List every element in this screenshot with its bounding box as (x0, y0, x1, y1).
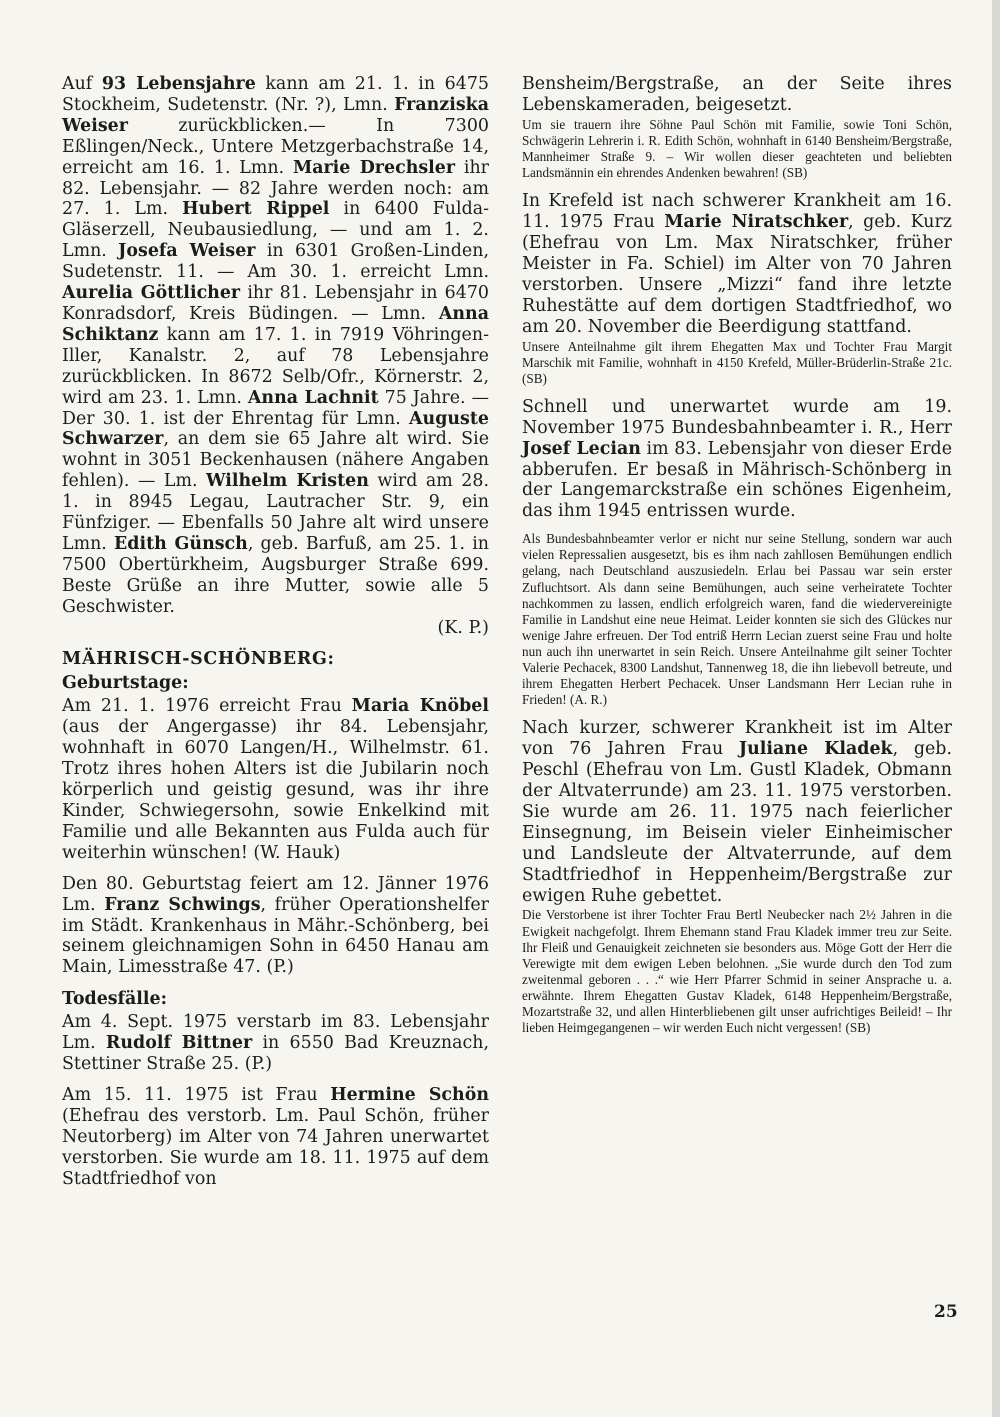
text-run: Am 15. 11. 1975 ist Frau (62, 1084, 331, 1105)
text-run: in 6301 Großen-Linden, Sudetenstr. 11. — Am 30. 1. erreicht Lmn. (62, 241, 490, 283)
text-run: , früher Operationshelfer im Städt. Krankenhaus in Mähr.-Schönberg, bei seinem gleichnamigen Sohn in 6450 Hanau am Main, Limesstraße 47. (P.) (62, 894, 489, 978)
signature-kp: (K. P.) (437, 617, 489, 638)
left-column (62, 74, 489, 1200)
name-highlight: Juliane Kladek (738, 739, 893, 760)
text-run: kann am 17. 1. in 7919 Vöhringen-Iller, Kanalstr. 2, auf 78 Lebensjahre zurückblicken. In 8672 Selb/Ofr., Körnerstr. 2, wird am 23. 1. Lmn. (62, 324, 489, 408)
name-highlight: Marie Niratschker (664, 212, 849, 233)
text-run: (aus der Angergasse) ihr 84. Lebensjahr, wohnhaft in 6070 Langen/H., Wilhelmstr. 61. Trotz ihres hohen Alters ist die Jubilarin noch körperlich und geistig gesund, was ihr ihre Kinder, Schwiegersohn, sowie Enkelkind mit Familie und alle Bekannten aus Fulda auch für weiterhin wünschen! (W. Hauk) (62, 717, 489, 863)
text-run: , an dem sie 65 Jahre alt wird. Sie wohnt in 3051 Beckenhausen (nähere Angaben fehlen). — Lm. (62, 429, 489, 492)
text-run: Den 80. Geburtstag feiert am 12. Jänner 1976 Lm. (62, 873, 489, 915)
note-lecian: Als Bundesbahnbeamter verlor er nicht nur seine Stellung, sondern war auch vielen Repressalien ausgesetzt, bis es ihm nach zahllosen Bemühungen endlich gelang, nach Deutschland auszusiedeln. Erlau bei Passau war sein erster Zufluchtsort. Als dann seine Bemühungen, auch seine verheiratete Tochter nachkommen zu lassen, endlich erfolgreich waren, fand die wiedervereinigte Familie in Landshut eine neue Heimat. Leider konnten sie sich des Glückes nur wenige Jahre erfreuen. Der Tod entriß Herrn Lecian zuerst seine Frau und holte nun auch ihn unerwartet in sein Reich. Unsere Anteilnahme gilt seiner Tochter Valerie Pechacek, 8300 Landshut, Tannenweg 18, die ihn liebevoll betreute, und ihrem Ehegatten Herbert Pechacek. Unser Landsmann Herr Lecian ruhe in Frieden! (A. R.) (522, 531, 952, 708)
name-highlight: Josefa Weiser (118, 241, 256, 262)
section-heading: MÄHRISCH-SCHÖNBERG: (62, 649, 335, 670)
right-column (522, 74, 952, 1046)
text-run: Am 4. Sept. 1975 verstarb im 83. Lebensjahr Lm. (62, 1012, 489, 1054)
text-run: wird am 28. 1. in 8945 Legau, Lautracher Str. 9, ein Fünfziger. — Ebenfalls 50 Jahre alt wird unsere Lmn. (62, 471, 490, 554)
text-run: , geb. Kurz (Ehefrau von Lm. Max Niratschker, früher Meister in Fa. Schiel) im Alter von 70 Jahren verstorben. Unsere „Mizzi“ fand ihre letzte Ruhestätte auf dem dortigen Stadtfriedhof, wo am 20. November die Beerdigung stattfand. (522, 212, 952, 337)
name-highlight: Wilhelm Kristen (206, 471, 369, 492)
name-highlight: Maria Knöbel (351, 696, 489, 717)
text-run: ihr 82. Lebensjahr. — 82 Jahre werden noch: am 27. 1. Lm. (62, 157, 489, 220)
text-run: zurückblicken.— In 7300 Eßlingen/Neck., Untere Metzgerbachstraße 14, erreicht am 16. 1. Lmn. (62, 115, 489, 178)
text-run: ihr 81. Lebensjahr in 6470 Konradsdorf, Kreis Büdingen. — Lmn. (62, 283, 489, 324)
article-niratschker (522, 191, 952, 337)
text-run: In Krefeld ist nach schwerer Krankheit am 16. 11. 1975 Frau (522, 191, 952, 233)
subheading-deaths: Todesfälle: (62, 989, 168, 1010)
article-bittner (62, 1012, 489, 1075)
page-edge-shadow (992, 0, 1000, 1417)
text-run: Am 21. 1. 1976 erreicht Frau (62, 696, 352, 717)
text-run: 75 Jahre. — Der 30. 1. ist der Ehrentag für Lmn. (62, 387, 489, 429)
subheading-birthdays: Geburtstage: (62, 673, 189, 694)
text-run: Schnell und unerwartet wurde am 19. November 1975 Bundesbahnbeamter i. R., Herr (522, 396, 952, 438)
name-highlight: Edith Günsch (114, 533, 248, 554)
text-run: im 83. Lebensjahr von dieser Erde abberufen. Er besaß in Mährisch-Schönberg in der Langemarckstraße ein schönes Eigenheim, das ihm 1945 entrissen wurde. (522, 438, 953, 522)
name-highlight: Auguste Schwarzer (62, 408, 489, 450)
text-run: in 6550 Bad Kreuznach, Stettiner Straße 25. (P.) (62, 1033, 489, 1075)
name-highlight: Hubert Rippel (182, 199, 330, 220)
name-highlight: Anna Lachnit (247, 387, 379, 408)
text-run: Bensheim/Bergstraße, an der Seite ihres Lebenskameraden, beigesetzt. (522, 74, 952, 115)
name-highlight: Aurelia Göttlicher (62, 283, 241, 304)
name-highlight: 93 Lebensjahre (101, 74, 256, 94)
article-knoebel (62, 696, 489, 863)
article-kladek (522, 718, 952, 906)
article-schwings (62, 874, 489, 979)
text-run: Auf (62, 74, 102, 94)
text-run: , geb. Peschl (Ehefrau von Lm. Gustl Kladek, Obmann der Altvaterrunde) am 23. 11. 1975 verstorben. Sie wurde am 26. 11. 1975 nach feierlicher Einsegnung, im Beisein vieler Einheimischer und Landsleute der Altvaterrunde, auf dem Stadtfriedhof in Heppenheim/Bergstraße zur ewigen Ruhe gebettet. (522, 739, 952, 906)
article-lecian (522, 397, 952, 522)
text-run: kann am 21. 1. in 6475 Stockheim, Sudetenstr. (Nr. ?), Lmn. (62, 74, 490, 115)
text-run: in 6400 Fulda-Gläserzell, Neubausiedlung, — und am 1. 2. Lmn. (62, 199, 490, 262)
name-highlight: Anna Schiktanz (62, 303, 489, 345)
name-highlight: Franziska Weiser (62, 94, 489, 136)
name-highlight: Hermine Schön (330, 1084, 489, 1105)
note-niratschker: Unsere Anteilnahme gilt ihrem Ehegatten Max und Tochter Frau Margit Marschik mit Familie, wohnhaft in 4150 Krefeld, Müller-Brüderlin-Straße 21c. (SB) (522, 338, 952, 386)
name-highlight: Franz Schwings (104, 894, 261, 915)
note-kladek: Die Verstorbene ist ihrer Tochter Frau Bertl Neubecker nach 2½ Jahren in die Ewigkeit nachgefolgt. Ihrem Ehemann stand Frau Kladek immer treu zur Seite. Ihr Fleiß und Genauigkeit zeichneten sie besonders aus. Möge Gott der Herr die Verewigte mit dem ewigen Leben belohnen. „Sie wurde durch den Tod zum zweitenmal geboren . . .“ wie Herr Pfarrer Schmid in seiner Ansprache u. a. erwähnte. Ihrem Ehegatten Gustav Kladek, 6148 Heppenheim/Bergstraße, Mozartstraße 32, und allen Hinterbliebenen gilt unser aufrichtiges Beileid! – Ihr lieben Heimgegangenen – wir werden Euch nicht vergessen! (SB) (522, 907, 952, 1036)
birthday-list-paragraph (62, 74, 489, 618)
name-highlight: Rudolf Bittner (105, 1033, 253, 1054)
name-highlight: Josef Lecian (522, 438, 641, 459)
name-highlight: Marie Drechsler (292, 157, 456, 178)
text-run: Nach kurzer, schwerer Krankheit ist im Alter von 76 Jahren Frau (522, 718, 952, 760)
article-schoen-continued (522, 74, 952, 116)
text-run: , geb. Barfuß, am 25. 1. in 7500 Obertürkheim, Augsburger Straße 699. Beste Grüße an ihre Mutter, sowie alle 5 Geschwister. (62, 533, 489, 617)
page-number: 25 (934, 1302, 958, 1322)
text-run: (Ehefrau des verstorb. Lm. Paul Schön, früher Neutorberg) im Alter von 74 Jahren unerwartet verstorben. Sie wurde am 18. 11. 1975 auf dem Stadtfriedhof von (62, 1105, 489, 1189)
note-schoen: Um sie trauern ihre Söhne Paul Schön mit Familie, sowie Toni Schön, Schwägerin Lehrerin i. R. Edith Schön, wohnhaft in 6140 Bensheim/Bergstraße, Mannheimer Straße 9. – Wir wollen dieser geachteten und beliebten Landsmännin ein ehrendes Andenken bewahren! (SB) (522, 116, 952, 181)
article-schoen (62, 1085, 489, 1190)
